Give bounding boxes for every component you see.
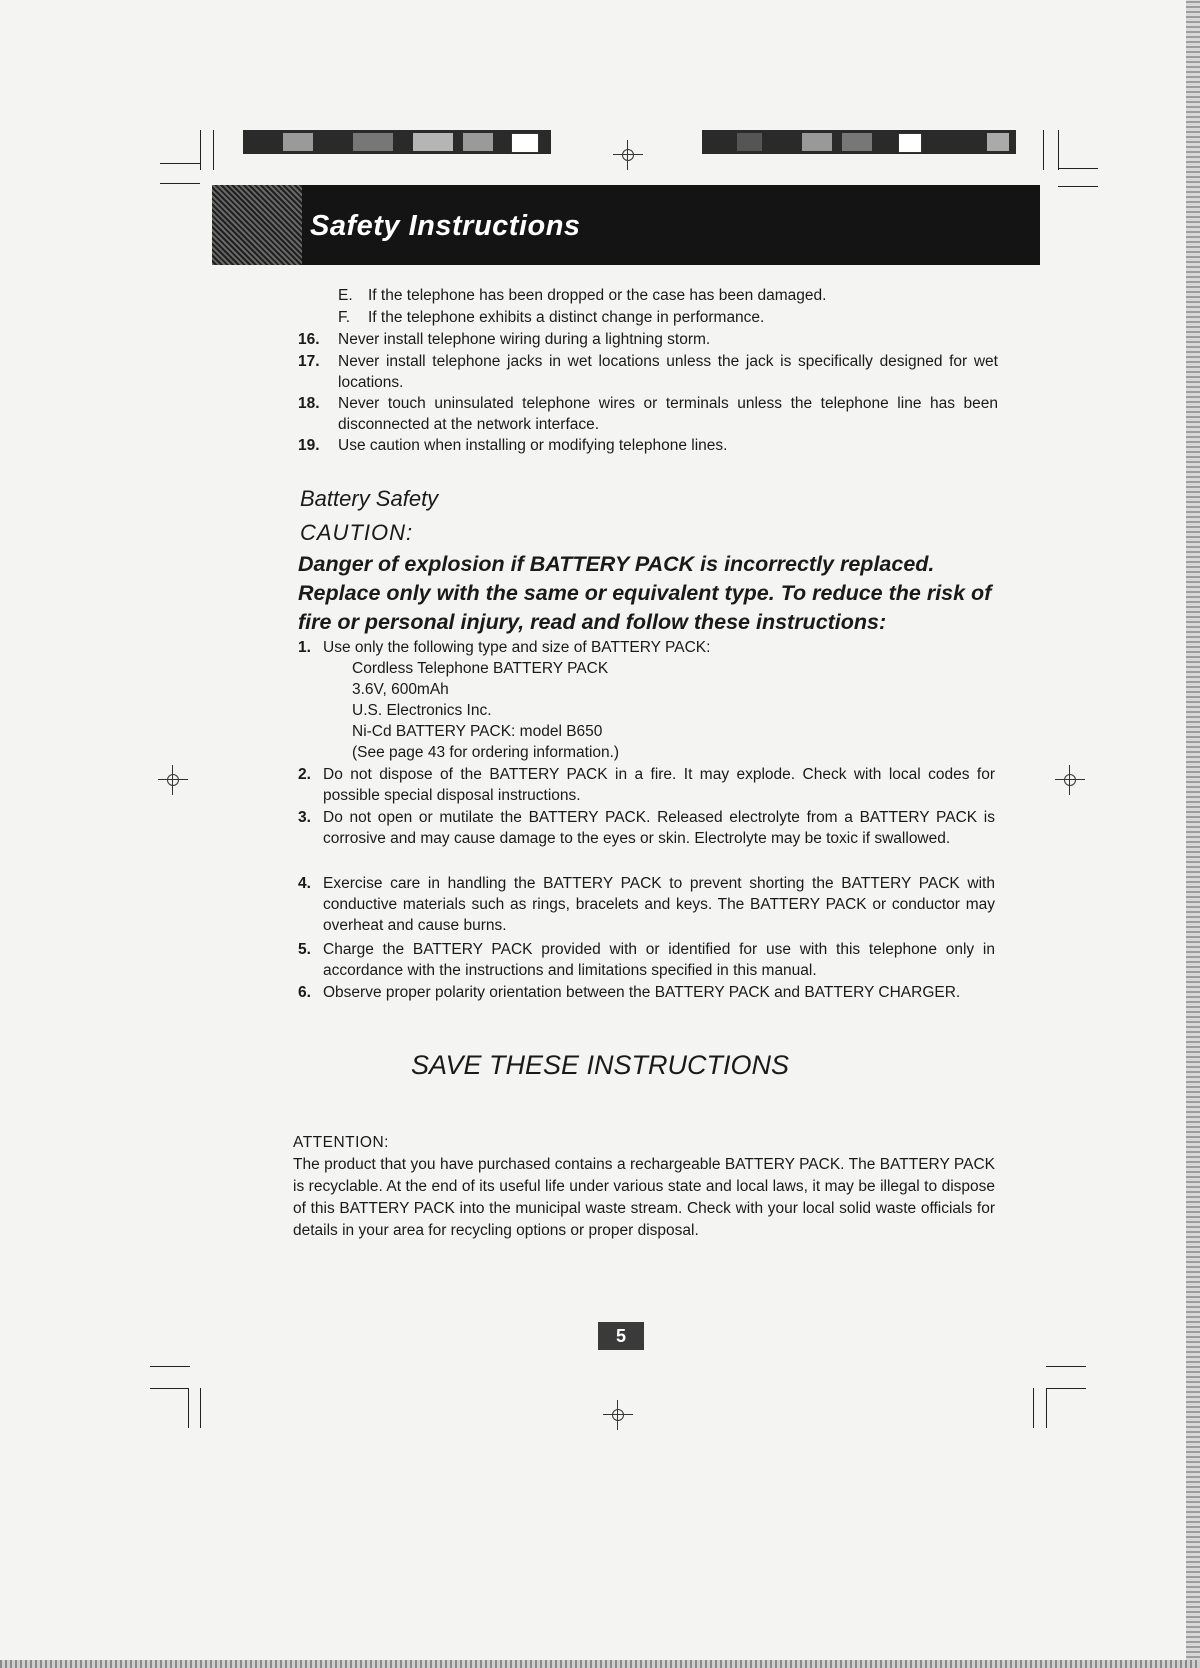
battery-detail: 3.6V, 600mAh — [352, 681, 449, 698]
crop-mark-top-right-h — [1058, 168, 1098, 169]
battery-item-text: Do not dispose of the BATTERY PACK in a fire. It may explode. Check with local codes for possible special disposal instructions. — [323, 766, 995, 804]
crop-mark-bottom-left-h2 — [150, 1388, 188, 1389]
battery-item-text: Do not open or mutilate the BATTERY PACK. Released electrolyte from a BATTERY PACK is corrosive and may cause damage to the eyes or skin. Electrolyte may be toxic if swallowed. — [323, 809, 995, 847]
crop-mark-top-left-h — [160, 163, 201, 164]
registration-bar-right — [702, 130, 1016, 154]
battery-item-text: Use only the following type and size of BATTERY PACK: — [323, 639, 711, 656]
crop-mark-top-left-v2 — [213, 130, 214, 170]
item-text: If the telephone exhibits a distinct change in performance. — [368, 309, 765, 326]
battery-item-marker: 2. — [298, 766, 311, 783]
battery-safety-heading: Battery Safety — [300, 486, 439, 511]
item-marker: 19. — [298, 437, 320, 454]
registration-bar-left — [243, 130, 551, 154]
registration-crosshair-left — [158, 765, 188, 795]
crop-mark-bottom-right-h — [1046, 1366, 1086, 1367]
battery-item-marker: 1. — [298, 639, 311, 656]
crop-mark-bottom-right-h2 — [1046, 1388, 1086, 1389]
item-marker: 16. — [298, 331, 320, 348]
attention-label: ATTENTION: — [293, 1134, 389, 1151]
registration-crosshair-bottom — [603, 1400, 633, 1430]
item-text: Use caution when installing or modifying telephone lines. — [338, 437, 728, 454]
crop-mark-top-right-v2 — [1058, 130, 1059, 170]
header-texture — [212, 185, 302, 265]
scan-edge-strip — [1186, 0, 1200, 1668]
caution-label: CAUTION: — [300, 520, 414, 545]
crop-mark-bottom-right-v — [1033, 1388, 1034, 1428]
item-text: Never install telephone jacks in wet locations unless the jack is specifically designed for wet locations. — [338, 353, 998, 391]
crop-mark-bottom-left-v — [188, 1388, 189, 1428]
crop-mark-top-right-v — [1043, 130, 1044, 170]
scan-bottom-strip — [0, 1660, 1200, 1668]
battery-item-marker: 4. — [298, 875, 311, 892]
item-text: If the telephone has been dropped or the case has been damaged. — [368, 287, 827, 304]
battery-item-text: Observe proper polarity orientation between the BATTERY PACK and BATTERY CHARGER. — [323, 984, 961, 1001]
page-title: Safety Instructions — [310, 210, 581, 242]
crop-mark-bottom-left-v2 — [200, 1388, 201, 1428]
battery-item-marker: 3. — [298, 809, 311, 826]
crop-mark-top-left-h2 — [160, 183, 200, 184]
battery-detail: Ni-Cd BATTERY PACK: model B650 — [352, 723, 603, 740]
item-marker: F. — [338, 309, 351, 326]
crop-mark-top-left-v — [200, 130, 201, 170]
item-marker: 18. — [298, 395, 320, 412]
item-marker: 17. — [298, 353, 320, 370]
crop-mark-top-right-h2 — [1058, 186, 1098, 187]
item-marker: E. — [338, 287, 353, 304]
battery-detail: Cordless Telephone BATTERY PACK — [352, 660, 609, 677]
battery-item-text: Charge the BATTERY PACK provided with or identified for use with this telephone only in accordance with the instructions and limitations specified in this manual. — [323, 941, 995, 979]
caution-text: Danger of explosion if BATTERY PACK is incorrectly replaced. Replace only with the same or equivalent type. To reduce the risk of fire or personal injury, read and follow these instructions: — [298, 552, 992, 634]
battery-detail: U.S. Electronics Inc. — [352, 702, 492, 719]
battery-detail: (See page 43 for ordering information.) — [352, 744, 620, 761]
battery-item-marker: 6. — [298, 984, 311, 1001]
attention-text: The product that you have purchased contains a rechargeable BATTERY PACK. The BATTERY PACK is recyclable. At the end of its useful life under various state and local laws, it may be illegal to dispose of this BATTERY PACK into the municipal waste stream. Check with your local solid waste officials for details in your area for recycling options or proper disposal. — [293, 1156, 995, 1239]
item-text: Never touch uninsulated telephone wires or terminals unless the telephone line has been disconnected at the network interface. — [338, 395, 998, 433]
registration-crosshair-top — [613, 140, 643, 170]
item-text: Never install telephone wiring during a lightning storm. — [338, 331, 711, 348]
registration-crosshair-right — [1055, 765, 1085, 795]
page-number: 5 — [598, 1322, 644, 1350]
crop-mark-bottom-right-v2 — [1046, 1388, 1047, 1428]
crop-mark-bottom-left-h — [150, 1366, 190, 1367]
battery-item-text: Exercise care in handling the BATTERY PACK to prevent shorting the BATTERY PACK with conductive materials such as rings, bracelets and keys. The BATTERY PACK or conductor may overheat and cause burns. — [323, 875, 995, 934]
save-instructions-heading: SAVE THESE INSTRUCTIONS — [410, 1050, 790, 1080]
battery-item-marker: 5. — [298, 941, 311, 958]
